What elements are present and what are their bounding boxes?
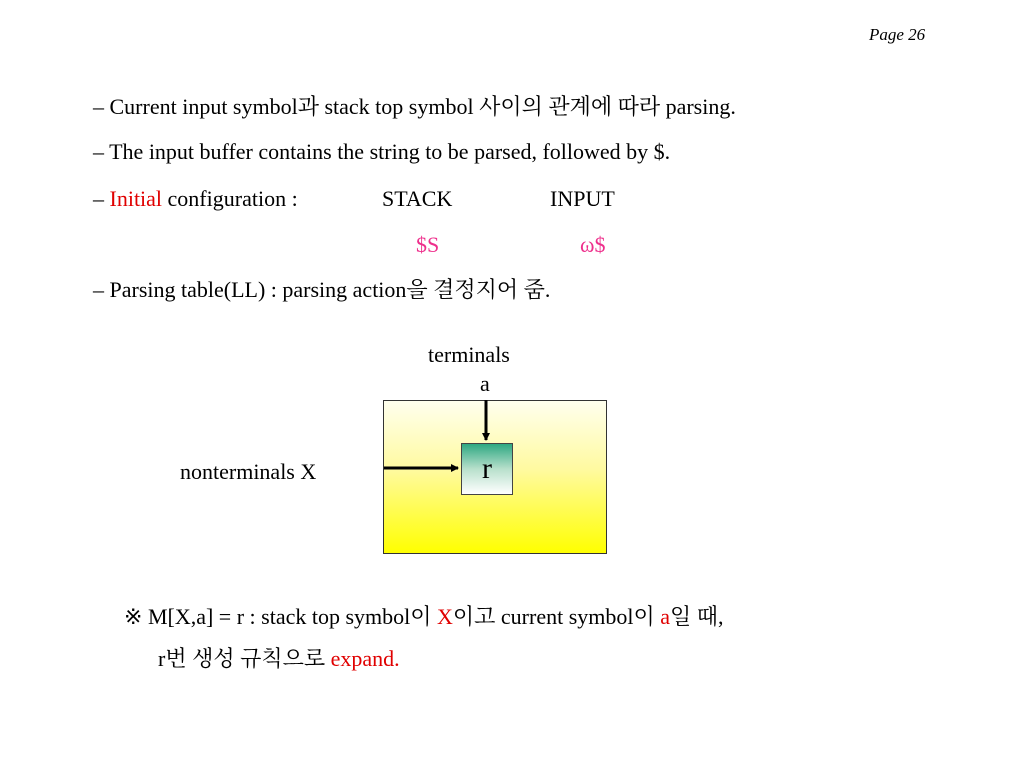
bullet-1-text-b: 과 stack top symbol 사이의 관계에 따라 parsing. [297, 94, 736, 119]
input-value: ω$ [580, 232, 606, 257]
stack-label: STACK [382, 186, 453, 211]
bullet-dash: – [93, 94, 104, 119]
note-line-1 [124, 600, 724, 631]
bullet-4-text-b: 을 결정지어 줌. [406, 277, 551, 302]
note-1-text-a: M[X,a] = r : stack top symbol이 [147, 604, 432, 629]
bullet-2-text: The input buffer contains the string to be parsed, followed by $. [109, 139, 671, 164]
terminal-symbol: a [480, 371, 490, 396]
note-expand: expand. [330, 646, 400, 671]
note-2-text-a: r번 생성 규칙으로 [158, 646, 326, 671]
bullet-4-text-a: Parsing table(LL) : parsing action [109, 277, 407, 302]
bullet-dash: – [93, 139, 104, 164]
input-label: INPUT [550, 186, 615, 211]
cell-label: r [482, 452, 492, 485]
note-x-symbol: X [437, 604, 453, 629]
reference-mark-icon: ※ [124, 604, 143, 629]
note-line-2 [158, 642, 400, 673]
note-1-text-c: 일 때, [670, 604, 724, 629]
initial-keyword: Initial [109, 186, 163, 211]
bullet-dash: – [93, 277, 104, 302]
configuration-text: configuration : [167, 186, 298, 211]
bullet-1-text-a: Current input symbol [109, 94, 298, 119]
stack-value: $S [416, 232, 440, 257]
page-number: Page 26 [869, 25, 926, 44]
nonterminals-label: nonterminals X [180, 459, 317, 484]
bullet-dash: – [93, 186, 104, 211]
terminals-label: terminals [428, 342, 510, 367]
note-1-text-b: 이고 current symbol이 [452, 604, 655, 629]
note-a-symbol: a [660, 604, 671, 629]
